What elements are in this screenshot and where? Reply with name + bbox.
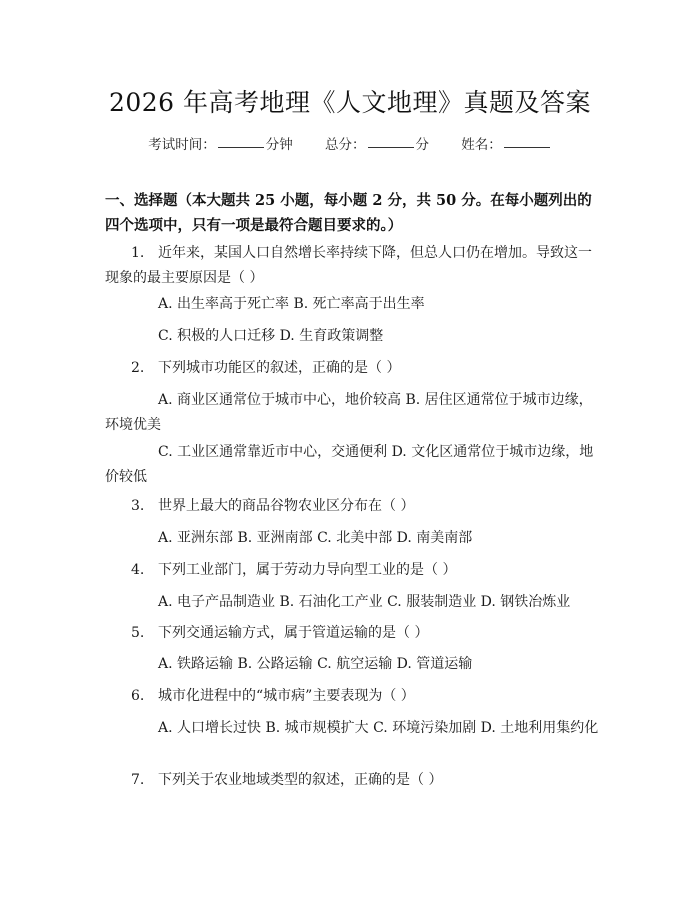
question-4 bbox=[105, 558, 600, 583]
exam-time-blank bbox=[218, 146, 264, 148]
student-name-blank bbox=[504, 146, 550, 148]
page-title: 2026 年高考地理《人文地理》真题及答案 bbox=[108, 88, 592, 117]
question-1 bbox=[105, 241, 600, 291]
question-2-options-line-1: A. 商业区通常位于城市中心，地价较高 B. 居住区通常位于城市边缘，环境优美 bbox=[105, 392, 593, 433]
question-stem: 下列城市功能区的叙述，正确的是（ ） bbox=[158, 360, 401, 376]
question-3-options: A. 亚洲东部 B. 亚洲南部 C. 北美中部 D. 南美南部 bbox=[158, 530, 473, 546]
question-stem: 近年来，某国人口自然增长率持续下降，但总人口仍在增加。导致这一现象的最主要原因是（ ） bbox=[105, 245, 592, 286]
question-number: 7. bbox=[131, 772, 145, 788]
question-3 bbox=[105, 494, 600, 519]
question-2 bbox=[105, 356, 600, 381]
question-2-options-line-2: C. 工业区通常靠近市中心，交通便利 D. 文化区通常位于城市边缘，地价较低 bbox=[105, 444, 594, 485]
question-number: 5. bbox=[131, 625, 145, 641]
question-number: 1. bbox=[131, 245, 145, 261]
question-number: 3. bbox=[131, 498, 145, 514]
question-number: 6. bbox=[131, 688, 145, 704]
total-score-field bbox=[325, 137, 429, 153]
question-stem: 城市化进程中的“城市病”主要表现为（ ） bbox=[158, 688, 415, 704]
question-number: 2. bbox=[131, 360, 145, 376]
question-stem: 下列工业部门，属于劳动力导向型工业的是（ ） bbox=[158, 562, 457, 578]
total-score-label: 总分： bbox=[325, 137, 366, 153]
exam-time-unit: 分钟 bbox=[265, 137, 293, 153]
student-name-label: 姓名： bbox=[461, 137, 502, 153]
exam-time-field bbox=[148, 137, 293, 153]
question-number: 4. bbox=[131, 562, 145, 578]
question-1-options-line-2: C. 积极的人口迁移 D. 生育政策调整 bbox=[158, 328, 384, 344]
section-heading: 一、选择题（本大题共 25 小题，每小题 2 分，共 50 分。在每小题列出的四个选项中，只有一项是最符合题目要求的。） bbox=[105, 192, 592, 234]
question-stem: 下列关于农业地域类型的叙述，正确的是（ ） bbox=[158, 772, 443, 788]
question-7 bbox=[105, 768, 600, 793]
exam-info-line bbox=[0, 133, 700, 153]
question-stem: 下列交通运输方式，属于管道运输的是（ ） bbox=[158, 625, 429, 641]
question-4-options: A. 电子产品制造业 B. 石油化工产业 C. 服装制造业 D. 钢铁冶炼业 bbox=[158, 594, 571, 610]
student-name-field bbox=[461, 137, 552, 153]
question-1-options-line-1: A. 出生率高于死亡率 B. 死亡率高于出生率 bbox=[158, 296, 425, 312]
question-6 bbox=[105, 684, 600, 709]
total-score-blank bbox=[368, 146, 414, 148]
question-stem: 世界上最大的商品谷物农业区分布在（ ） bbox=[158, 498, 415, 514]
question-6-options: A. 人口增长过快 B. 城市规模扩大 C. 环境污染加剧 D. 土地利用集约化 bbox=[158, 720, 599, 736]
total-score-unit: 分 bbox=[415, 137, 429, 153]
exam-time-label: 考试时间： bbox=[148, 137, 216, 153]
question-5 bbox=[105, 621, 600, 646]
question-5-options: A. 铁路运输 B. 公路运输 C. 航空运输 D. 管道运输 bbox=[158, 656, 473, 672]
